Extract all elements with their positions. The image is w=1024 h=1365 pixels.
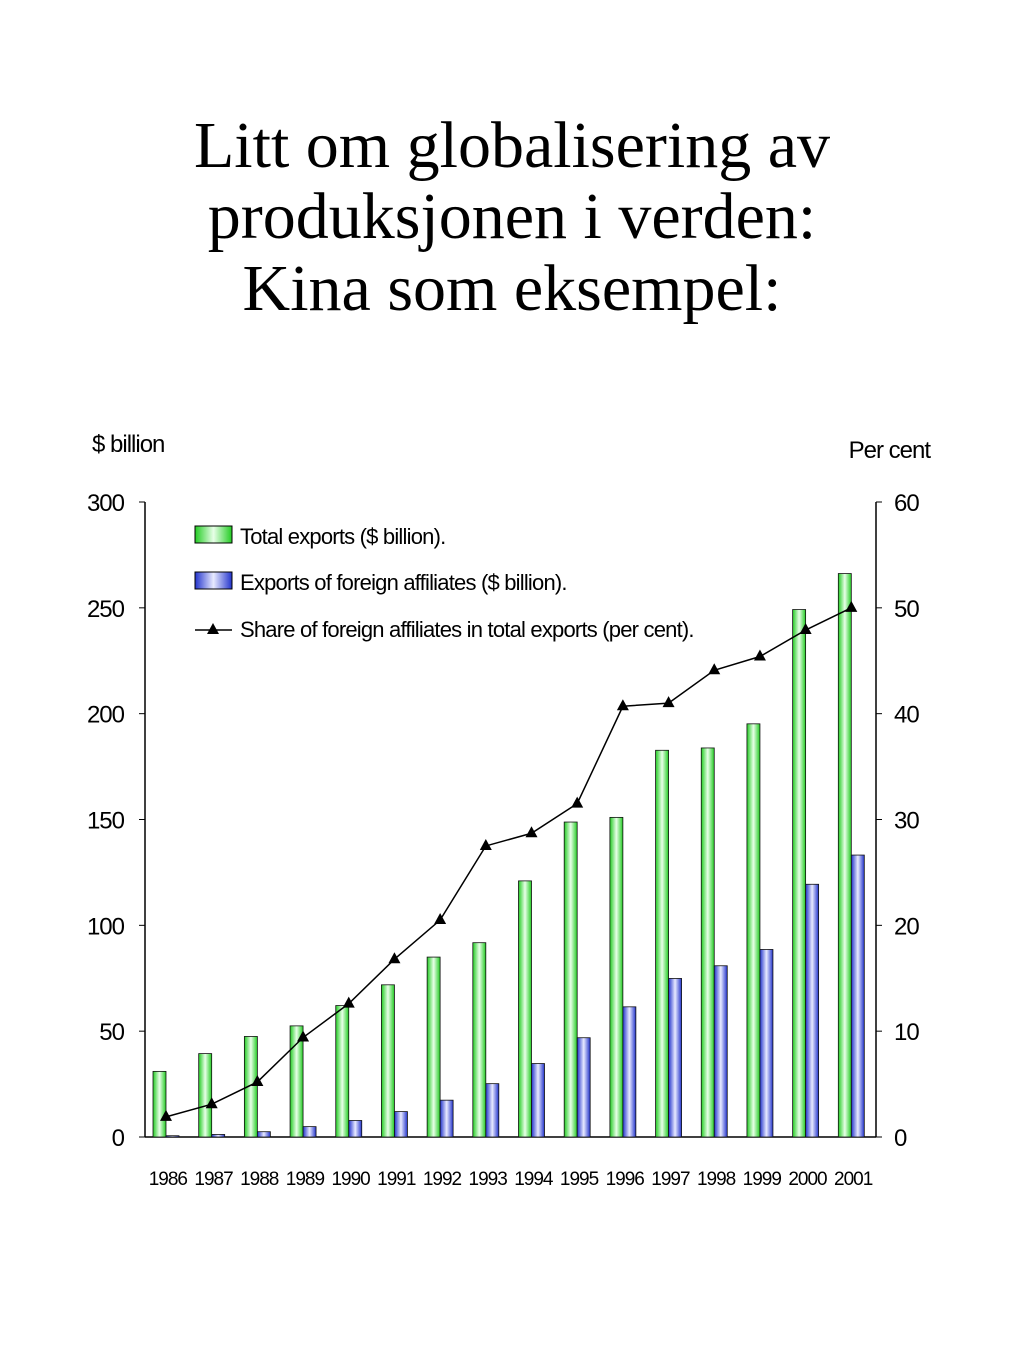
share-marker-1996 (617, 699, 629, 710)
right-axis-title: Per cent (848, 437, 930, 464)
legend-label-foreign-affiliates: Exports of foreign affiliates ($ billion). (240, 570, 567, 595)
x-tick-label-1998: 1998 (696, 1169, 736, 1190)
share-marker-1999 (754, 650, 766, 661)
share-marker-1997 (663, 696, 675, 707)
title-line-1: Litt om globalisering av (193, 109, 831, 182)
left-tick-label: 300 (86, 490, 124, 517)
legend-swatch-total-exports (195, 526, 232, 543)
x-tick-label-1987: 1987 (194, 1169, 233, 1190)
legend-label-share: Share of foreign affiliates in total exports (per cent). (240, 617, 694, 642)
bar-foreign-affiliates-1986 (166, 1136, 179, 1137)
bar-total-exports-1994 (519, 881, 532, 1137)
bar-foreign-affiliates-1998 (714, 966, 727, 1137)
left-tick-label: 200 (86, 701, 124, 729)
left-tick-label: 0 (111, 1125, 124, 1152)
left-tick-label: 150 (86, 807, 124, 835)
x-tick-label-1999: 1999 (742, 1169, 781, 1190)
x-tick-label-1995: 1995 (559, 1169, 599, 1190)
share-marker-1994 (526, 826, 538, 837)
bar-total-exports-1992 (427, 957, 440, 1137)
title-line-2: produksjonen i verden: (207, 180, 817, 254)
bar-foreign-affiliates-1992 (440, 1100, 453, 1137)
x-tick-label-1996: 1996 (605, 1169, 644, 1190)
x-tick-label-2000: 2000 (788, 1169, 827, 1190)
left-tick-label: 100 (86, 913, 124, 941)
right-tick-label: 0 (894, 1125, 907, 1152)
bar-foreign-affiliates-1994 (532, 1064, 545, 1137)
bar-total-exports-1991 (381, 985, 394, 1137)
right-tick-label: 50 (894, 595, 919, 623)
share-marker-1990 (343, 997, 355, 1008)
x-tick-label-1993: 1993 (468, 1169, 507, 1190)
bar-foreign-affiliates-1991 (394, 1112, 407, 1137)
bar-total-exports-1999 (747, 724, 760, 1137)
right-tick-label: 60 (894, 490, 919, 517)
bar-total-exports-1989 (290, 1026, 303, 1137)
x-tick-label-1986: 1986 (148, 1169, 187, 1190)
bar-total-exports-2000 (793, 610, 806, 1137)
bar-foreign-affiliates-2001 (851, 855, 864, 1137)
bar-foreign-affiliates-1993 (486, 1084, 499, 1137)
bar-total-exports-1997 (656, 750, 669, 1137)
bar-total-exports-1993 (473, 943, 486, 1137)
x-tick-label-1990: 1990 (331, 1169, 370, 1190)
x-tick-label-2001: 2001 (834, 1169, 873, 1190)
bar-foreign-affiliates-1990 (349, 1120, 362, 1137)
legend-swatch-share-marker (207, 623, 219, 634)
bar-foreign-affiliates-2000 (806, 884, 819, 1137)
bar-foreign-affiliates-1989 (303, 1127, 316, 1137)
left-tick-label: 50 (99, 1019, 124, 1047)
bar-foreign-affiliates-1988 (257, 1132, 270, 1137)
share-marker-1995 (571, 797, 583, 808)
bar-foreign-affiliates-1987 (212, 1134, 225, 1137)
bar-foreign-affiliates-1997 (669, 978, 682, 1137)
left-tick-label: 250 (86, 595, 124, 623)
legend-swatch-foreign-affiliates (195, 572, 232, 589)
bar-total-exports-1996 (610, 817, 623, 1137)
bar-total-exports-1987 (199, 1054, 212, 1137)
bar-total-exports-1995 (564, 822, 577, 1137)
bar-foreign-affiliates-1999 (760, 949, 773, 1137)
bar-total-exports-1986 (153, 1071, 166, 1137)
right-tick-label: 10 (894, 1019, 919, 1047)
right-tick-label: 30 (894, 807, 919, 835)
bar-total-exports-1990 (336, 1006, 349, 1137)
legend-label-total-exports: Total exports ($ billion). (240, 524, 446, 549)
x-tick-label-1991: 1991 (377, 1169, 416, 1190)
right-tick-label: 20 (894, 913, 919, 941)
bar-foreign-affiliates-1996 (623, 1007, 636, 1137)
bar-total-exports-2001 (838, 574, 851, 1137)
share-marker-1992 (434, 913, 446, 924)
x-tick-label-1988: 1988 (240, 1169, 279, 1190)
x-tick-label-1994: 1994 (514, 1169, 553, 1190)
title-line-3: Kina som eksempel: (242, 251, 782, 325)
left-axis-title: $ billion (92, 431, 165, 458)
x-tick-label-1989: 1989 (285, 1169, 325, 1190)
x-tick-label-1997: 1997 (651, 1169, 690, 1190)
share-marker-1991 (388, 952, 400, 963)
legend (195, 524, 694, 642)
bar-foreign-affiliates-1995 (577, 1038, 590, 1137)
right-tick-label: 40 (894, 701, 919, 729)
bar-total-exports-1998 (701, 748, 714, 1137)
x-tick-label-1992: 1992 (422, 1169, 462, 1190)
